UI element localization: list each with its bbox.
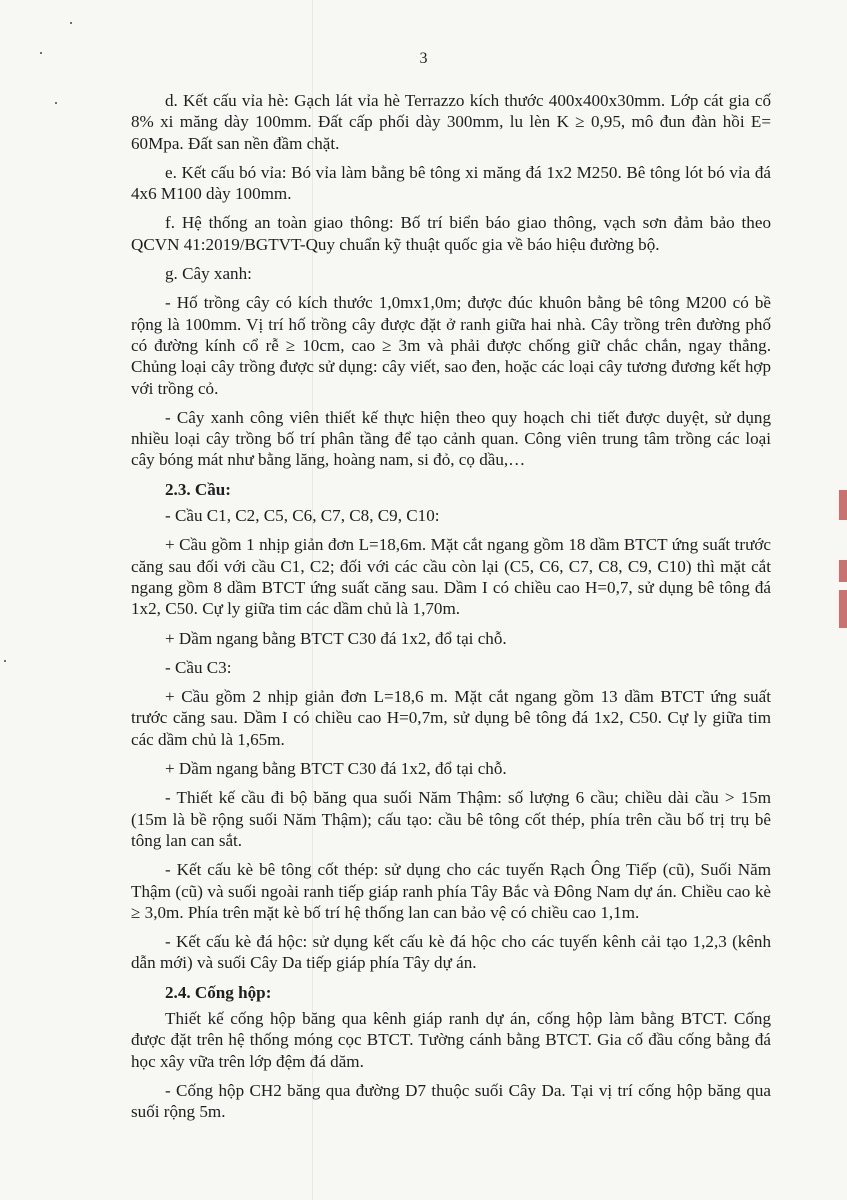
paragraph-cross-beams: + Dầm ngang bằng BTCT C30 đá 1x2, đổ tại chỗ.: [165, 628, 507, 648]
scan-speck: [55, 102, 57, 104]
document-body: [131, 90, 771, 1130]
paragraph-culvert-design: Thiết kế cống hộp băng qua kênh giáp ranh dự án, cống hộp làm bằng BTCT. Cống được đặt trên hệ thống móng cọc BTCT. Tường cánh bằng BTCT. Gia cố đầu cống bằng đá học xây vữa trên lớp đệm đá dăm.: [131, 1008, 771, 1071]
paragraph-rubble-embankment: - Kết cấu kè đá hộc: sử dụng kết cấu kè đá hộc cho các tuyến kênh cải tạo 1,2,3 (kênh dẫn mới) và suối Cây Da tiếp giáp phía Tây dự án.: [131, 932, 771, 973]
paragraph-pedestrian-bridge: - Thiết kế cầu đi bộ băng qua suối Năm Thậm: số lượng 6 cầu; chiều dài cầu > 15m (15m là bề rộng suối Năm Thậm); cấu tạo: cầu bê tông cốt thép, phía trên cầu bố trị trụ bê tông lan can sắt.: [131, 788, 771, 850]
page-number: 3: [419, 50, 428, 67]
paragraph-curb-structure: e. Kết cấu bó vỉa: Bó vỉa làm bằng bê tông xi măng đá 1x2 M250. Bê tông lót bó vỉa đá 4x6 M100 dày 100mm.: [131, 162, 771, 204]
paragraph-green-trees-heading: g. Cây xanh:: [165, 264, 252, 284]
red-stamp-edge: [839, 490, 847, 520]
red-stamp-edge: [839, 590, 847, 628]
paragraph-park-trees: - Cây xanh công viên thiết kế thực hiện theo quy hoạch chi tiết được duyệt, sử dụng nhiều loại cây trồng bố trí phân tầng để tạo cảnh quan. Công viên trung tâm trồng các loại cây bóng mát như bằng lăng, hoàng nam, si đỏ, cọ dầu,…: [131, 407, 771, 470]
paragraph-cross-beams-c3: + Dầm ngang bằng BTCT C30 đá 1x2, đổ tại chỗ.: [165, 759, 507, 779]
paragraph-bridge-c3: - Cầu C3:: [165, 657, 232, 677]
paragraph-sidewalk-structure: d. Kết cấu vỉa hè: Gạch lát vỉa hè Terrazzo kích thước 400x400x30mm. Lớp cát gia cố 8% xi măng dày 100mm. Đất cấp phối dày 300mm, lu lèn K ≥ 0,95, mô đun đàn hồi E= 60Mpa. Đất san nền đầm chặt.: [131, 91, 771, 153]
paragraph-bridge-list: - Cầu C1, C2, C5, C6, C7, C8, C9, C10:: [165, 506, 440, 526]
paragraph-bridge-spans: + Cầu gồm 1 nhịp giản đơn L=18,6m. Mặt cắt ngang gồm 18 dầm BTCT ứng suất trước căng sau đối với cầu C1, C2; đối với các cầu còn lại (C5, C6, C7, C8, C9, C10) thì mặt cắt ngang gồm 8 dầm BTCT ứng suất căng sau. Dầm I có chiều cao H=0,7, sử dụng bê tông đá 1x2, C50. Cự ly giữa tim các dầm chủ là 1,70m.: [131, 535, 771, 619]
scan-speck: [4, 660, 6, 662]
paragraph-bridge-c3-spans: + Cầu gồm 2 nhịp giản đơn L=18,6 m. Mặt cắt ngang gồm 13 dầm BTCT ứng suất trước căng sau. Dầm I có chiều cao H=0,7m, sử dụng bê tông đá 1x2, C50. Cự ly giữa tim các dầm chủ là 1,65m.: [131, 687, 771, 749]
paragraph-tree-pits: - Hố trồng cây có kích thước 1,0mx1,0m; được đúc khuôn bằng bê tông M200 có bề rộng là 100mm. Vị trí hố trồng cây được đặt ở ranh giữa hai nhà. Cây trồng trên đường phố có đường kính cổ rễ ≥ 10cm, cao ≥ 3m và phải được chống giữ chắc chắn, ngay thẳng. Chủng loại cây trồng được sử dụng: cây viết, sao đen, hoặc các loại cây tương đương kết hợp với trồng cỏ.: [131, 293, 771, 398]
section-heading-bridges: 2.3. Cầu:: [165, 479, 232, 499]
paragraph-culvert-ch2: - Cống hộp CH2 băng qua đường D7 thuộc suối Cây Da. Tại vị trí cống hộp băng qua suối rộng 5m.: [131, 1080, 771, 1122]
scan-speck: [70, 22, 72, 24]
red-stamp-edge: [839, 560, 847, 582]
paragraph-concrete-embankment: - Kết cấu kè bê tông cốt thép: sử dụng cho các tuyến Rạch Ông Tiếp (cũ), Suối Năm Thậm (cũ) và suối ngoài ranh tiếp giáp ranh phía Tây Bắc và Đông Nam dự án. Chiều cao kè ≥ 3,0m. Phía trên mặt kè bố trí hệ thống lan can bảo vệ có chiều cao 1,1m.: [131, 860, 771, 922]
paragraph-traffic-safety: f. Hệ thống an toàn giao thông: Bố trí biển báo giao thông, vạch sơn đảm bảo theo QCVN 41:2019/BGTVT-Quy chuẩn kỹ thuật quốc gia về báo hiệu đường bộ.: [131, 213, 771, 254]
section-heading-box-culverts: 2.4. Cống hộp:: [165, 982, 272, 1002]
